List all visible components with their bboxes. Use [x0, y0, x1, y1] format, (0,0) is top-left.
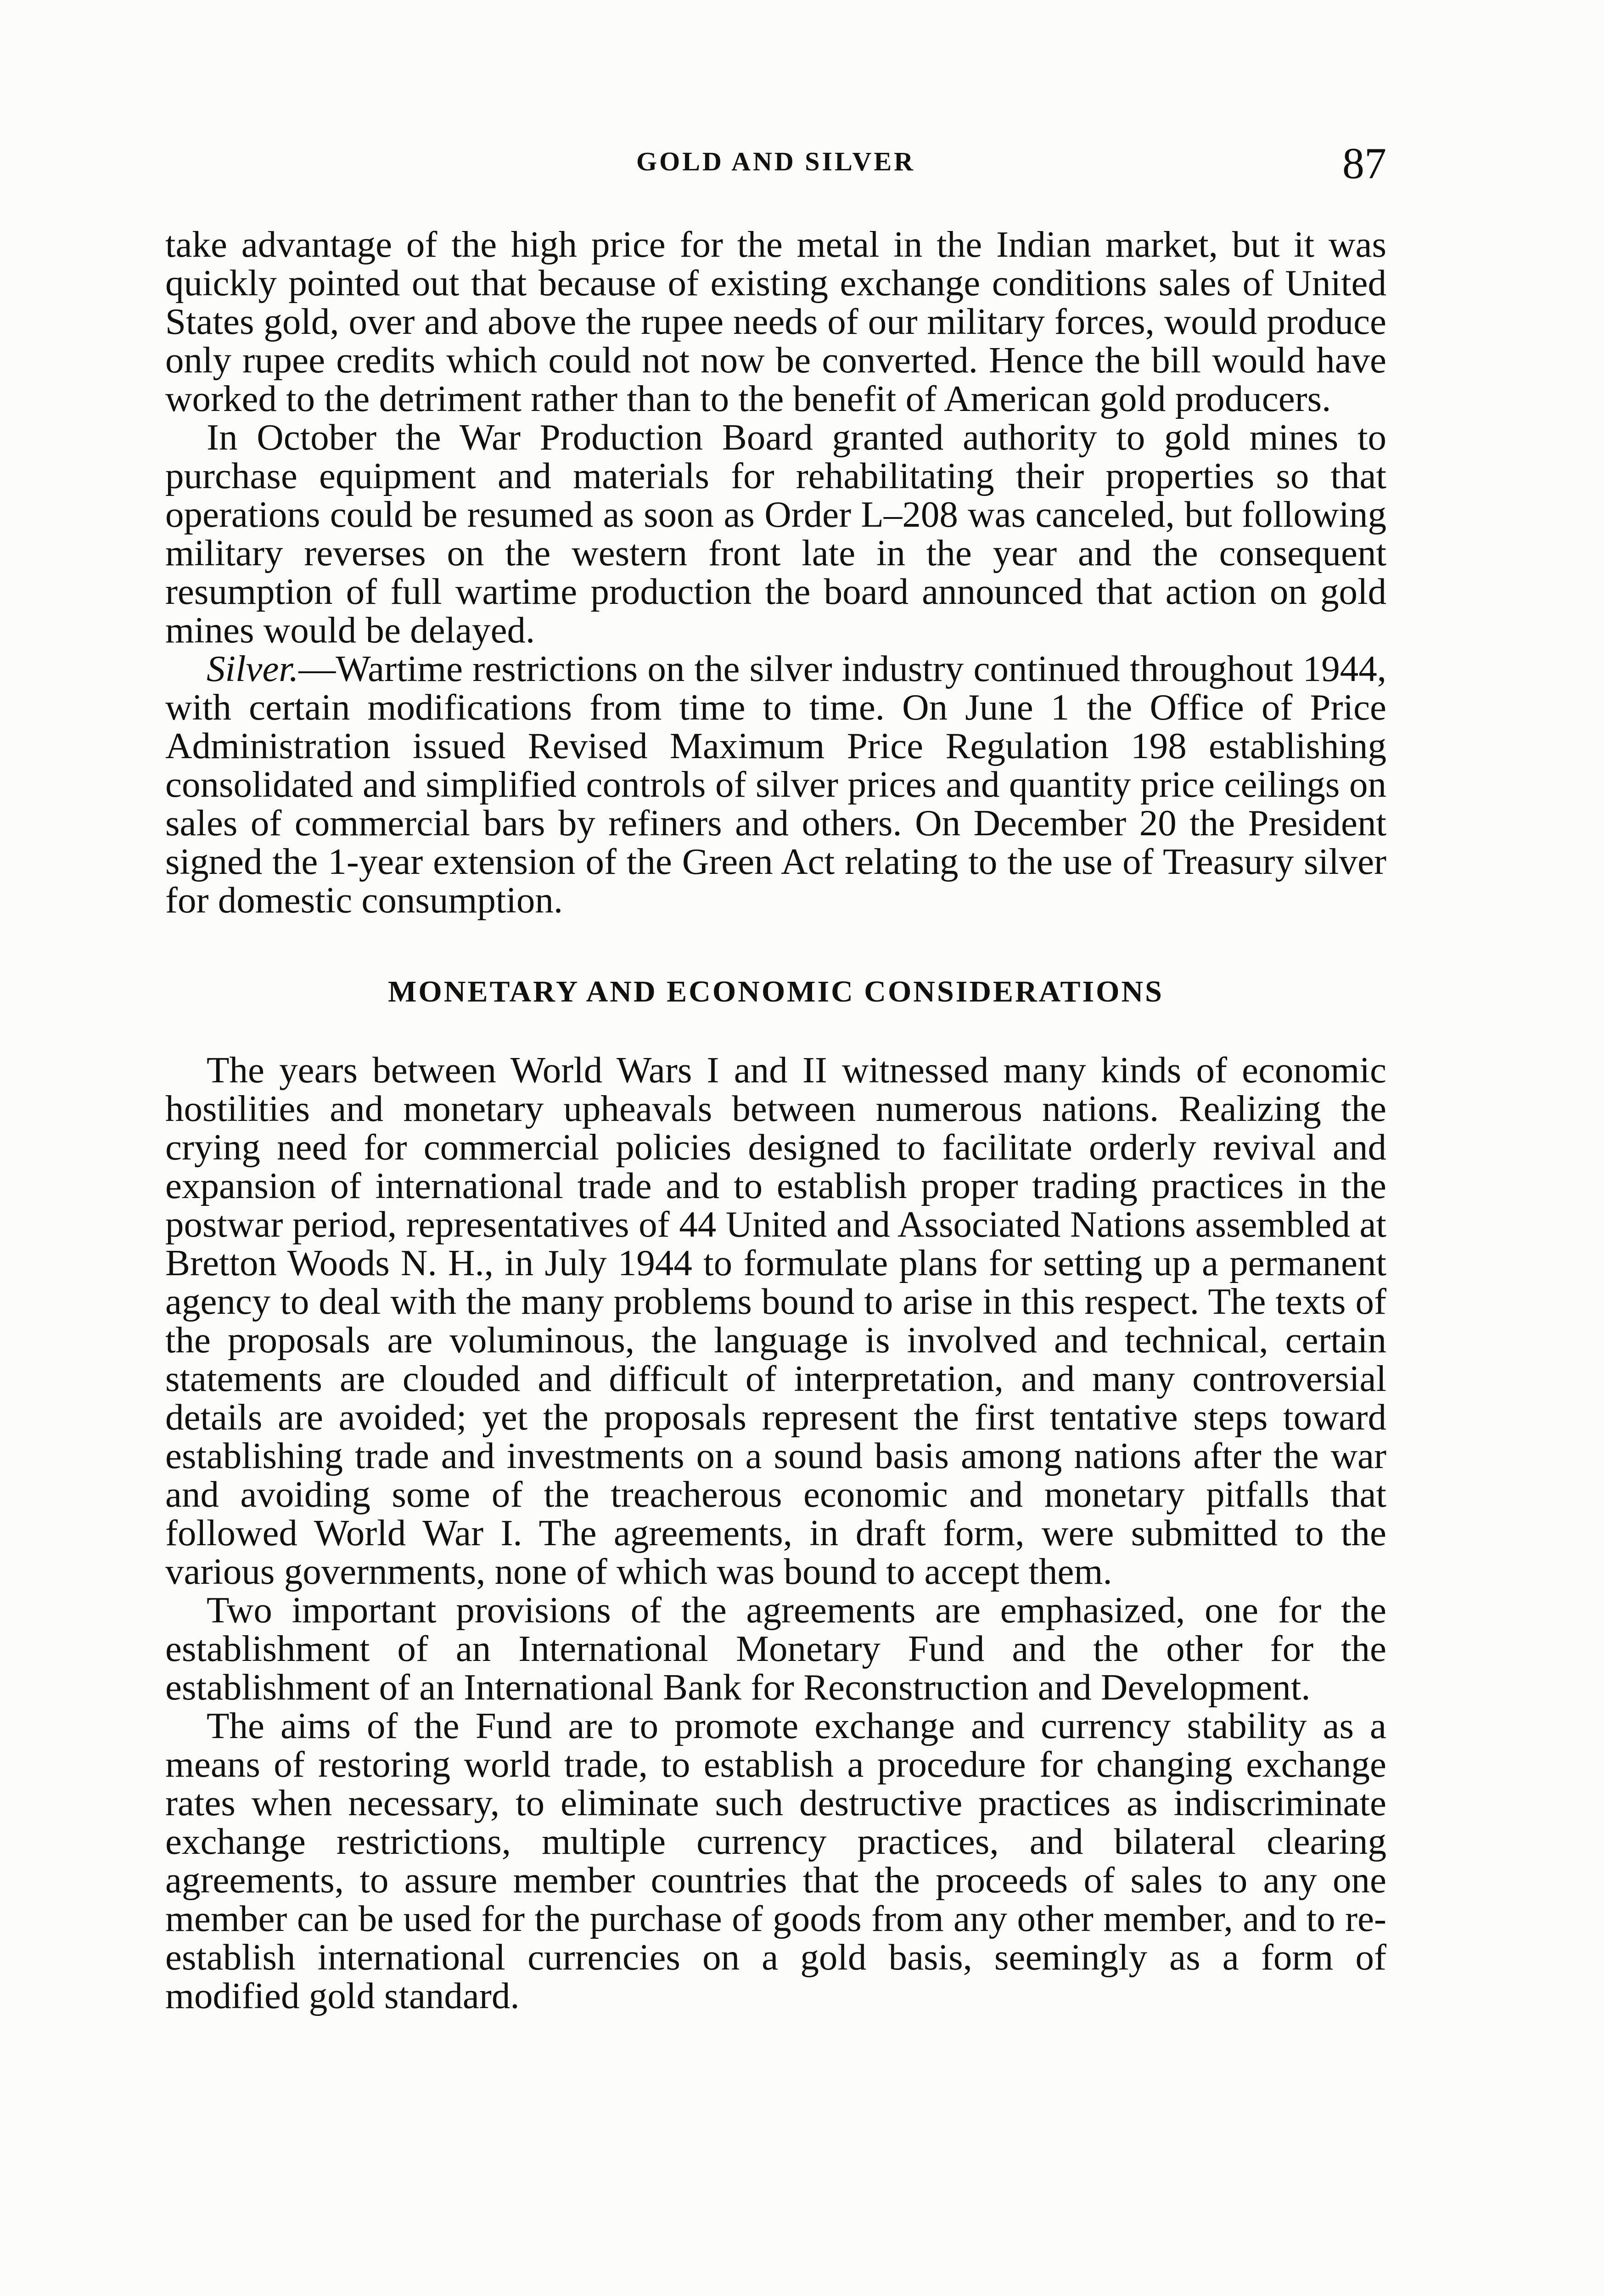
paragraph-continuation: take advantage of the high price for the metal in the Indian market, but it was quickly pointed out that because of existing exchange conditions sales of United States gold, over and above the rupee needs of our military forces, would produce only rupee credits which could not now be converted. Hence the bill would have worked to the detriment rather than to the benefit of American gold producers.: [165, 224, 1386, 419]
section-heading: MONETARY AND ECONOMIC CONSIDERATIONS: [388, 975, 1164, 1008]
page-number: 87: [1342, 139, 1386, 188]
page-body: [165, 225, 1386, 2015]
paragraph-silver: [165, 649, 1386, 919]
paragraph-war-production-board: In October the War Production Board granted authority to gold mines to purchase equipment and materials for rehabilitating their properties so that operations could be resumed as soon as Order L–208 was canceled, but following military reverses on the western front late in the year and the consequent resumption of full wartime production the board announced that action on gold mines would be delayed.: [165, 416, 1386, 651]
page-header: [165, 138, 1386, 193]
silver-text: —Wartime restrictions on the silver industry continued throughout 1944, with certain modifications from time to time. On June 1 the Office of Price Administration issued Revised Maximum Price Regulation 198 establishing consolidated and simplified controls of silver prices and quantity price ceilings on sales of commercial bars by refiners and others. On December 20 the President signed the 1-year extension of the Green Act relating to the use of Treasury silver for domestic consumption.: [165, 648, 1386, 921]
paragraph-fund-aims: The aims of the Fund are to promote exchange and currency stability as a means of restoring world trade, to establish a procedure for changing exchange rates when necessary, to eliminate such destructive practices as indiscriminate exchange restrictions, multiple currency practices, and bilateral clearing agreements, to assure member countries that the proceeds of sales to any one member can be used for the purchase of goods from any other member, and to re-establish international currencies on a gold basis, seemingly as a form of modified gold standard.: [165, 1705, 1386, 2016]
paragraph-provisions: Two important provisions of the agreements are emphasized, one for the establishment of an International Monetary Fund and the other for the establishment of an International Bank for Reconstruction and Development.: [165, 1589, 1386, 1708]
running-head: GOLD AND SILVER: [636, 146, 915, 176]
silver-label: Silver.: [207, 648, 299, 689]
paragraph-bretton-woods: The years between World Wars I and II witnessed many kinds of economic hostilities and monetary upheavals between numerous nations. Realizing the crying need for commercial policies designed to facilitate orderly revival and expansion of international trade and to establish proper trading practices in the postwar period, representatives of 44 United and Associated Nations assembled at Bretton Woods N. H., in July 1944 to formulate plans for setting up a permanent agency to deal with the many problems bound to arise in this respect. The texts of the proposals are voluminous, the language is involved and technical, certain statements are clouded and difficult of interpretation, and many controversial details are avoided; yet the proposals represent the first tentative steps toward establishing trade and investments on a sound basis among nations after the war and avoiding some of the treacherous economic and monetary pitfalls that followed World War I. The agreements, in draft form, were submitted to the various governments, none of which was bound to accept them.: [165, 1049, 1386, 1592]
